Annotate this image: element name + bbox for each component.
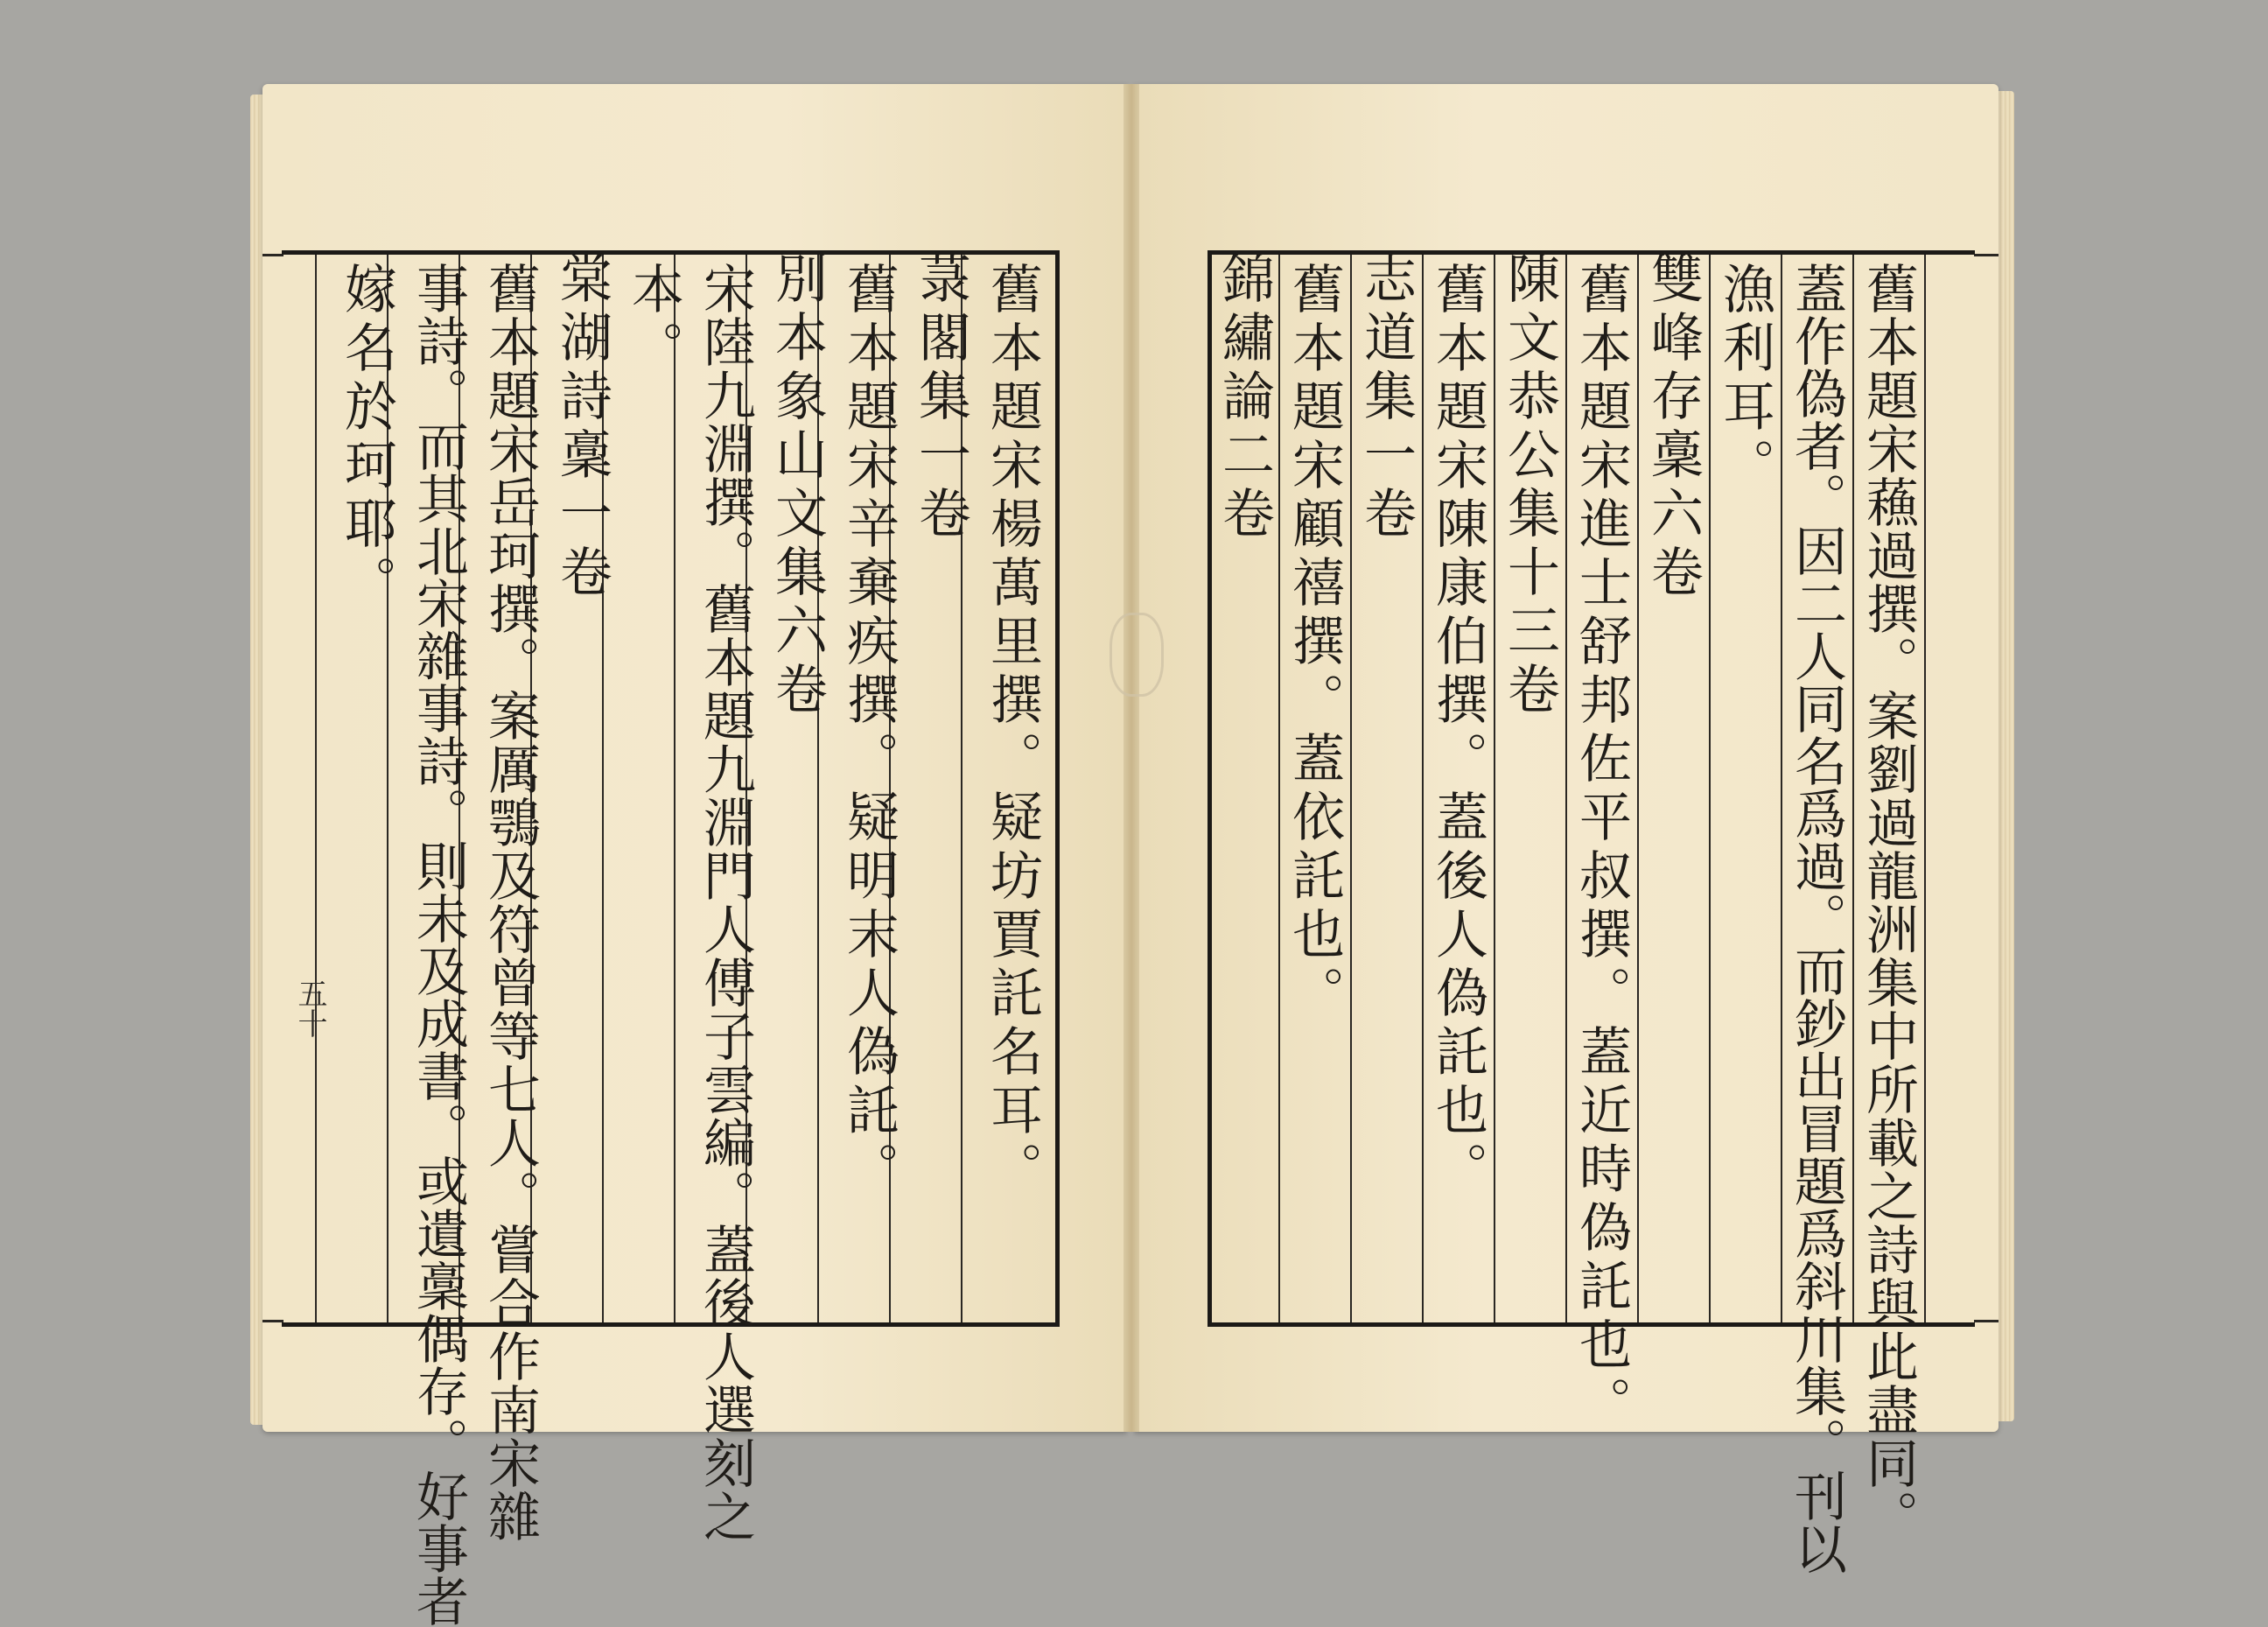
text-column: 舊本題宋進士舒邦佐平叔撰。蓋近時偽託也。 (1571, 262, 1632, 1434)
title-column: 棠湖詩稾一卷 (551, 251, 612, 603)
column-rule (1924, 255, 1926, 1322)
text-column: 本。 (623, 262, 684, 379)
text-column: 蓋作偽者。因二人同名爲過。而鈔出冒題爲斜川集。刊以 (1786, 262, 1847, 1574)
title-column: 別本象山文集六卷 (766, 251, 828, 720)
right-text-frame (1208, 250, 1975, 1574)
frame-extension-bottom-left (262, 1320, 284, 1322)
folio-number: 五十 (292, 978, 327, 1038)
text-column: 漁利耳。 (1714, 262, 1775, 496)
title-column: 錦繡論二卷 (1214, 251, 1275, 544)
frame-extension-top-left (262, 254, 284, 256)
text-column: 舊本題宋顧禧撰。蓋依託也。 (1284, 262, 1345, 1024)
text-column: 舊本題宋岳珂撰。案厲鶚及符曾等七人。嘗合作南宋雜 (480, 262, 541, 1543)
text-column: 舊本題宋楊萬里撰。疑坊賈託名耳。 (982, 262, 1043, 1200)
binding-thread (1110, 613, 1164, 697)
text-column: 宋陸九淵撰。舊本題九淵門人傅子雲編。蓋後人選刻之 (695, 262, 756, 1543)
title-column: 志道集一卷 (1355, 251, 1417, 544)
book-gutter (1124, 84, 1139, 1432)
title-column: 陳文恭公集十三卷 (1499, 251, 1560, 720)
column-rule (315, 255, 317, 1322)
title-column: 菉閣集一卷 (910, 251, 971, 544)
left-text-frame (282, 250, 1060, 1627)
text-column: 舊本題宋辛棄疾撰。疑明末人偽託。 (838, 262, 900, 1200)
text-column: 嫁名於珂耶。 (336, 262, 397, 614)
text-column: 事詩。而其北宋雜事詩。則未及成書。或遺稾偶存。好事者 (408, 262, 469, 1627)
text-column: 舊本題宋蘓過撰。案劉過龍洲集中所載之詩與此盡同。 (1858, 262, 1919, 1543)
frame-extension-top-right (1974, 254, 1998, 256)
text-column: 舊本題宋陳康伯撰。蓋後人偽託也。 (1427, 262, 1488, 1200)
title-column: 雙峰存稾六卷 (1642, 251, 1704, 603)
frame-extension-bottom-right (1974, 1320, 1998, 1322)
